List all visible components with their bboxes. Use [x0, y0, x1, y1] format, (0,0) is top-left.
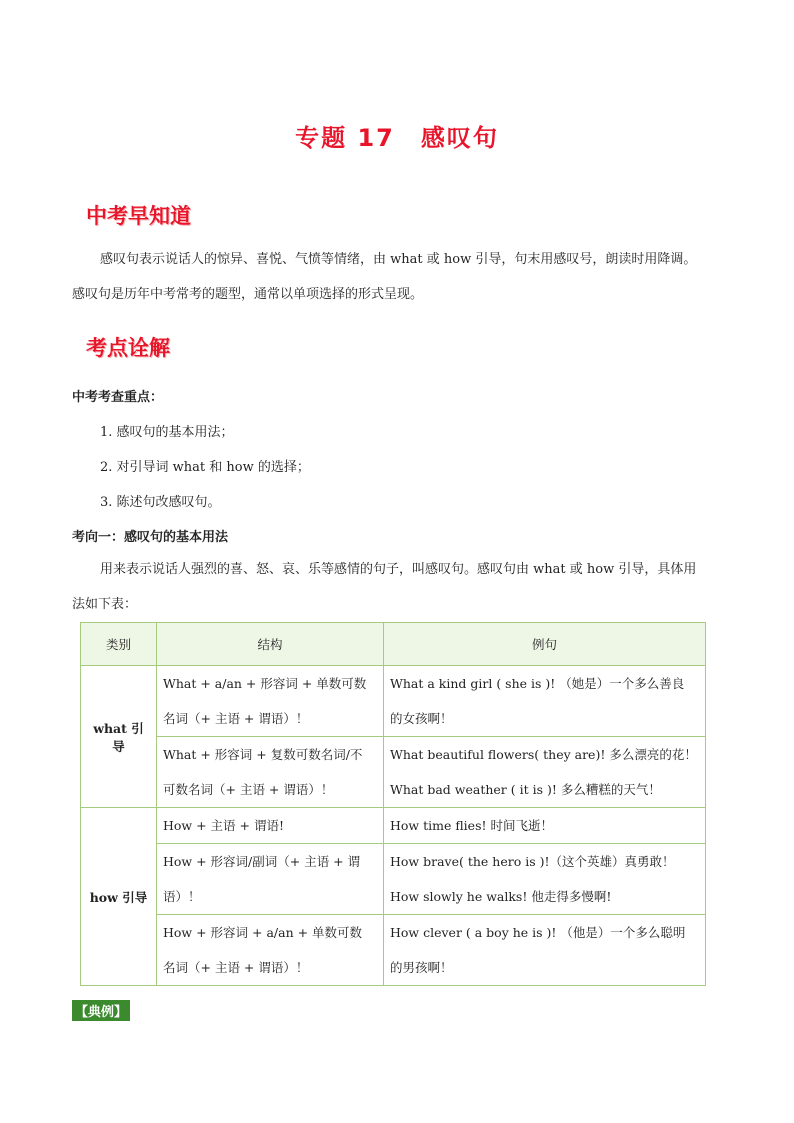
usage-line: 法如下表： [72, 597, 138, 612]
example-line: 的男孩啊！ [390, 960, 453, 975]
table-row [81, 844, 706, 915]
table-header-row [81, 623, 706, 666]
table-row [81, 808, 706, 844]
structure-line: 可数名词（+ 主语 + 谓语）！ [163, 782, 334, 797]
structure-cell [157, 844, 384, 915]
structure-cell [157, 666, 384, 737]
category-how: how 引导 [81, 808, 157, 986]
example-tag: 【典例】 [72, 1000, 130, 1021]
intro-line: 感叹句是历年中考常考的题型，通常以单项选择的形式呈现。 [72, 287, 424, 302]
section-heading-preview: 中考早知道 [86, 204, 191, 228]
header-cell: 结构 [157, 623, 384, 666]
usage-line: 用来表示说话人强烈的喜、怒、哀、乐等感情的句子，叫感叹句。感叹句由 what 或 how 引导，具体用 [100, 562, 697, 577]
table-row [81, 737, 706, 808]
structure-line: 语）！ [163, 889, 201, 904]
focus-item: 2. 对引导词 what 和 how 的选择； [100, 460, 310, 475]
structure-line: What + a/an + 形容词 + 单数可数 [163, 676, 367, 691]
structure-cell [157, 808, 384, 844]
example-line: 的女孩啊！ [390, 711, 453, 726]
example-cell [384, 737, 706, 808]
table-row [81, 666, 706, 737]
structure-line: 名词（+ 主语 + 谓语）！ [163, 960, 309, 975]
table-row [81, 915, 706, 986]
header-cell: 类别 [81, 623, 157, 666]
structure-line: How + 主语 + 谓语! [163, 818, 284, 833]
page-title: 专题 17 感叹句 [295, 124, 499, 152]
header-cell: 例句 [384, 623, 706, 666]
example-line: What a kind girl ( she is )! （她是）一个多么善良 [390, 676, 685, 691]
usage-table [80, 622, 706, 986]
intro-paragraph [72, 242, 732, 312]
example-cell [384, 844, 706, 915]
example-cell [384, 915, 706, 986]
example-cell [384, 808, 706, 844]
category-what: what 引导 [81, 666, 157, 808]
example-cell [384, 666, 706, 737]
direction-heading: 考向一：感叹句的基本用法 [72, 530, 229, 545]
example-line: What bad weather ( it is )! 多么糟糕的天气！ [390, 782, 661, 797]
focus-item: 1. 感叹句的基本用法； [100, 425, 234, 440]
focus-item: 3. 陈述句改感叹句。 [100, 495, 221, 510]
structure-line: How + 形容词/副词（+ 主语 + 谓 [163, 854, 361, 869]
intro-line: 感叹句表示说话人的惊异、喜悦、气愤等情绪，由 what 或 how 引导，句末用感叹号，朗读时用降调。 [100, 252, 697, 267]
structure-line: 名词（+ 主语 + 谓语）！ [163, 711, 309, 726]
example-line: How time flies! 时间飞逝！ [390, 818, 553, 833]
structure-cell [157, 915, 384, 986]
example-line: How slowly he walks! 他走得多慢啊! [390, 889, 612, 904]
section-heading-explain: 考点诠解 [86, 336, 170, 360]
example-line: What beautiful flowers( they are)! 多么漂亮的花！ [390, 747, 697, 762]
example-line: How clever ( a boy he is )! （他是）一个多么聪明 [390, 925, 686, 940]
focus-label: 中考考查重点： [72, 390, 164, 405]
structure-cell [157, 737, 384, 808]
structure-line: How + 形容词 + a/an + 单数可数 [163, 925, 363, 940]
usage-paragraph [72, 552, 732, 622]
example-line: How brave( the hero is )!（这个英雄）真勇敢！ [390, 854, 675, 869]
structure-line: What + 形容词 + 复数可数名词/不 [163, 747, 363, 762]
